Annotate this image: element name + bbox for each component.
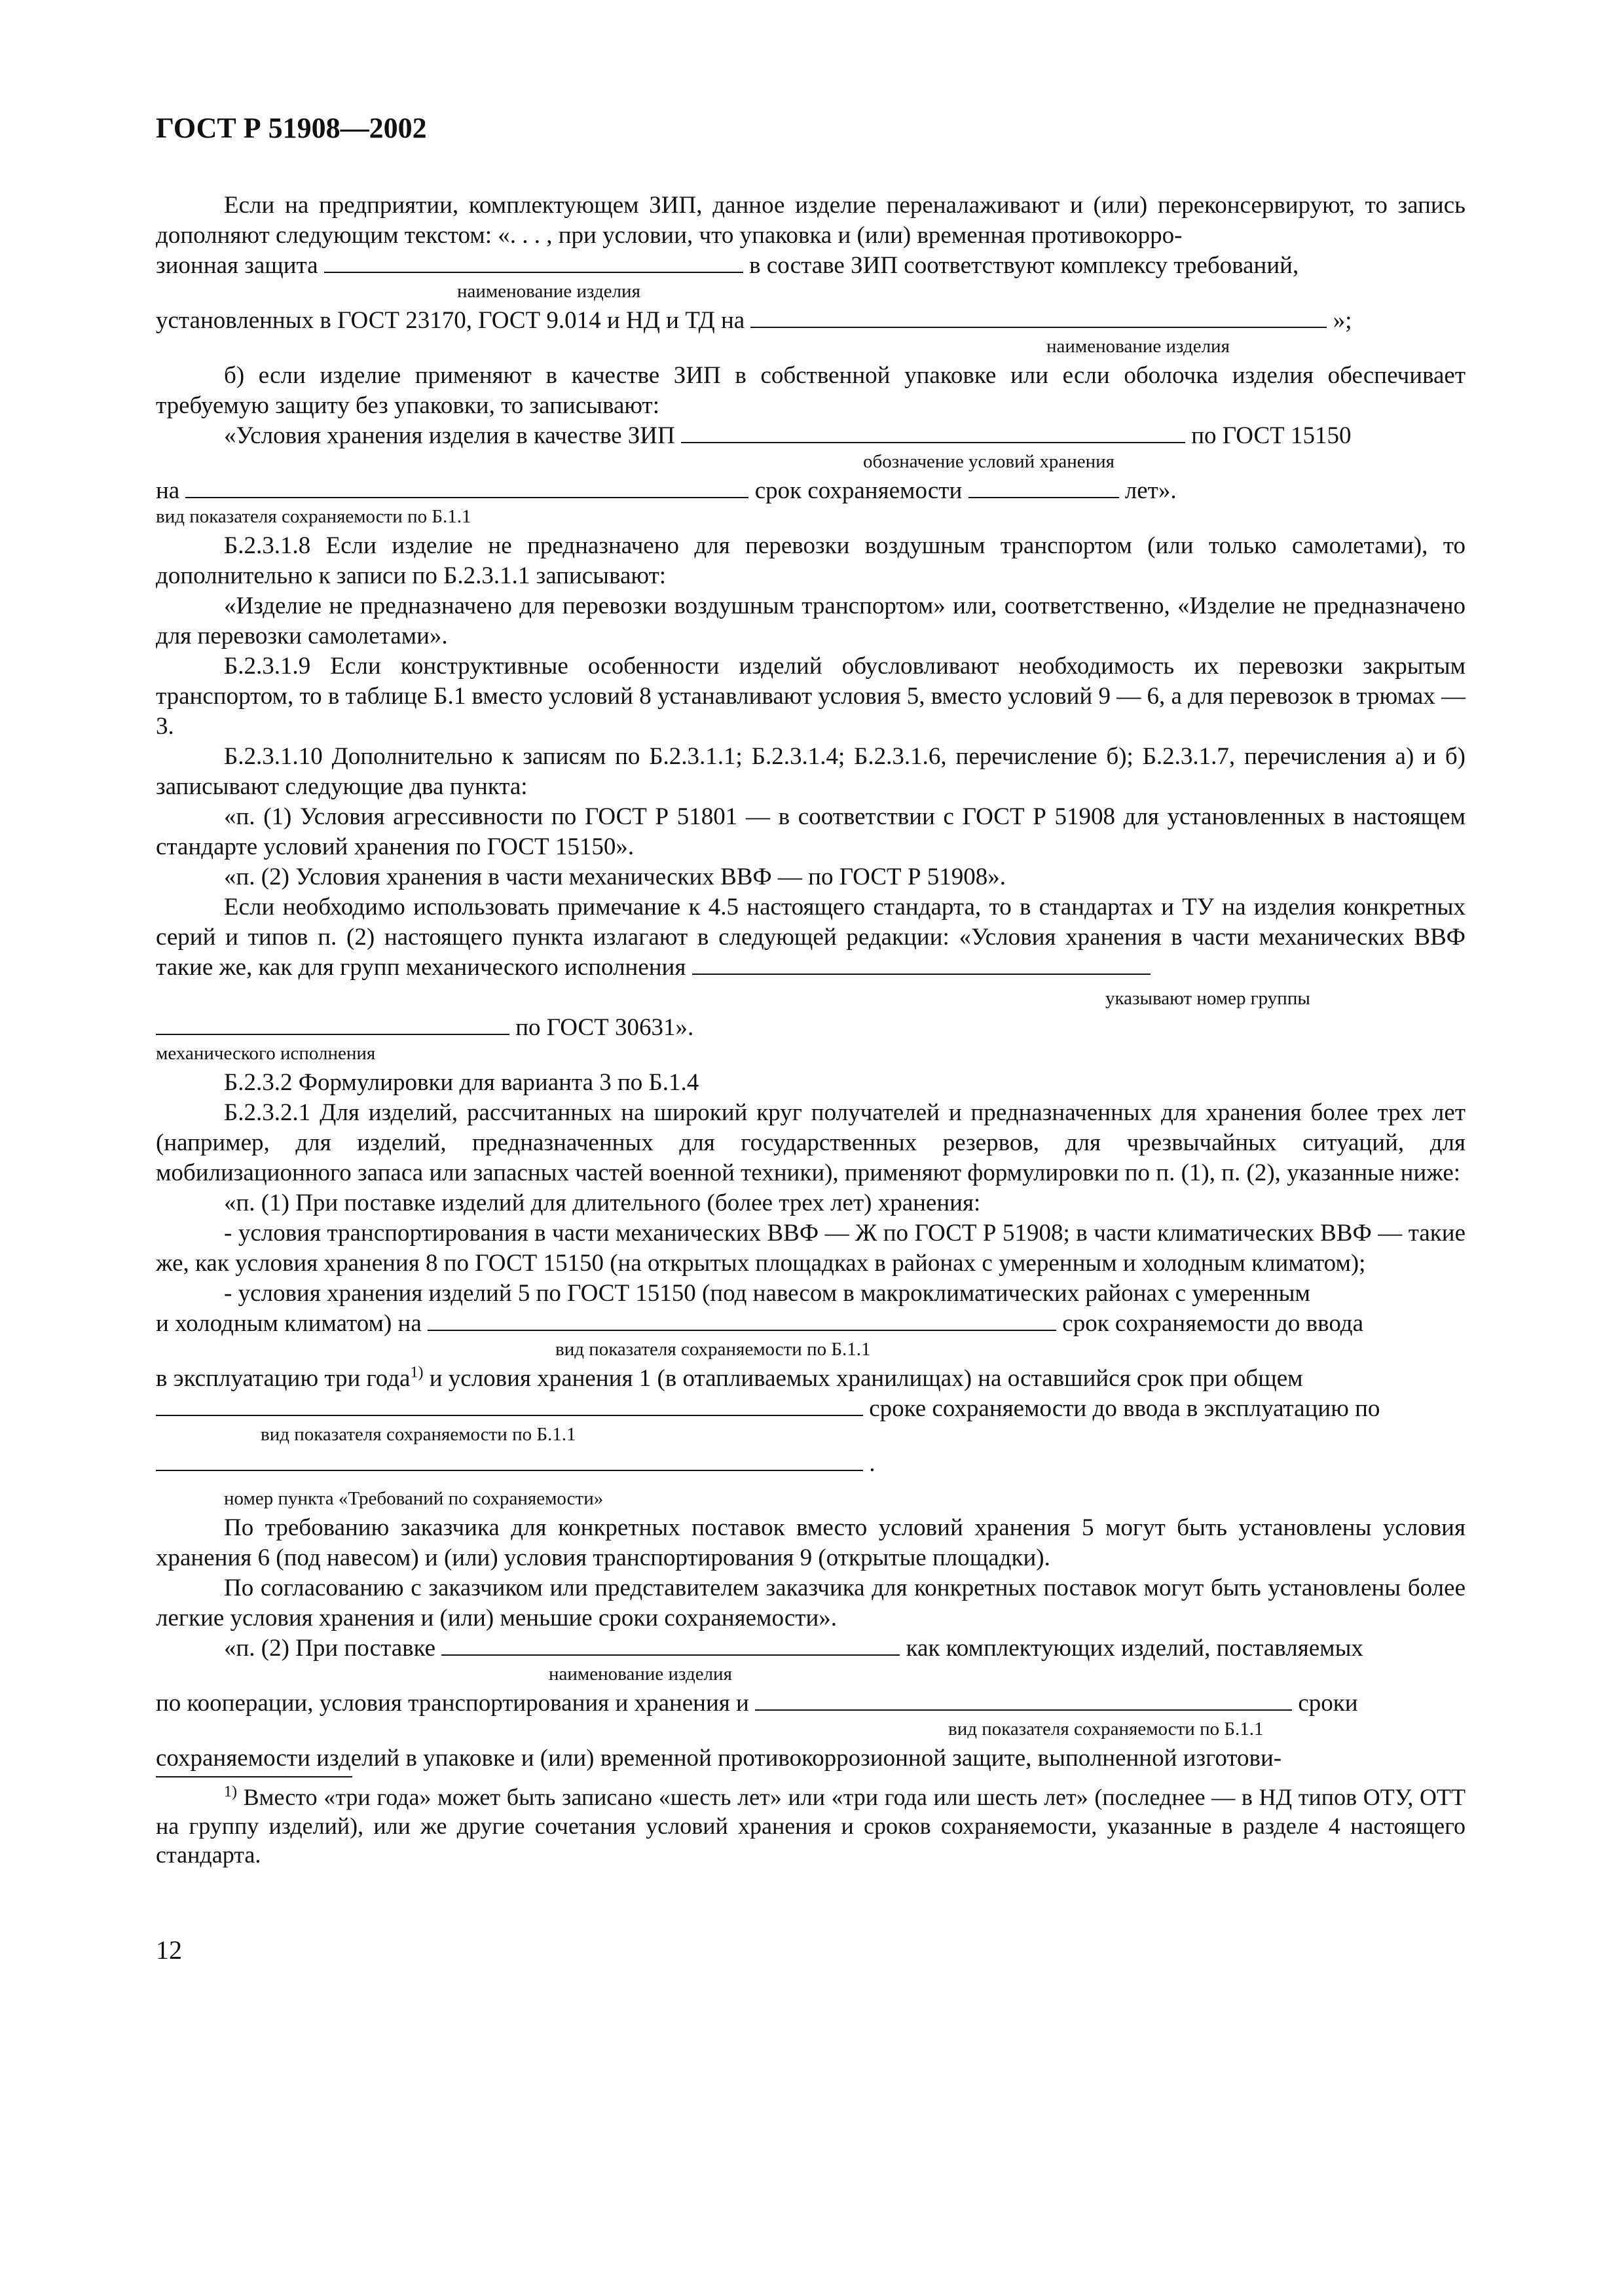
paragraph: По требованию заказчика для конкретных поставок вместо условий хранения 5 могут быть установлены условия хранения 6 (под навесом) и (или) условия транспортирования 9 (открытые площадки). [156, 1514, 1465, 1571]
blank-caption: наименование изделия [549, 1664, 732, 1685]
paragraph: Б.2.3.2 Формулировки для варианта 3 по Б.1.4 [224, 1069, 699, 1096]
blank-field [156, 1450, 863, 1471]
document-page [156, 111, 1465, 1965]
blank-caption: номер пункта «Требований по сохраняемости» [224, 1488, 604, 1509]
paragraph-with-blank: Если необходимо использовать примечание к 4.5 настоящего стандарта, то в стандартах и ТУ на изделия конкретных серий и типов п. (2) настоящего пункта излагают в следующей редакции: «Условия хранения в части механических ВВФ такие же, как для групп механического исполнения [156, 894, 1465, 981]
paragraph-with-blank: установленных в ГОСТ 23170, ГОСТ 9.014 и НД и ТД на »; [156, 307, 1352, 334]
paragraph-with-blank: по кооперации, условия транспортирования и хранения и сроки [156, 1690, 1358, 1717]
blank-field [692, 954, 1151, 975]
footnote-ref: 1) [410, 1364, 424, 1381]
paragraph: - условия хранения изделий 5 по ГОСТ 15150 (под навесом в макроклиматических районах с умеренным [224, 1280, 1310, 1307]
paragraph: Б.2.3.1.8 Если изделие не предназначено для перевозки воздушным транспортом (или только самолетами), то дополнительно к записи по Б.2.3.1.1 записывают: [156, 532, 1465, 589]
paragraph-with-blank: по ГОСТ 30631». [156, 1013, 1465, 1043]
paragraph: - условия транспортирования в части механических ВВФ — Ж по ГОСТ Р 51908; в части климатических ВВФ — такие же, как условия хранения 8 по ГОСТ 15150 (на открытых площадках в районах с умеренным и холодным климатом); [156, 1220, 1465, 1277]
blank-caption: вид показателя сохраняемости по Б.1.1 [555, 1339, 871, 1360]
paragraph: Если на предприятии, комплектующем ЗИП, данное изделие переналаживают и (или) переконсервируют, то запись дополняют следующим текстом: «. . . , при условии, что упаковка и (или) временная противокорро- [156, 192, 1465, 249]
blank-caption: вид показателя сохраняемости по Б.1.1 [261, 1424, 576, 1445]
page-number: 12 [156, 1935, 182, 1965]
paragraph: «п. (1) При поставке изделий для длительного (более трех лет) хранения: [224, 1190, 981, 1216]
blank-caption: наименование изделия [1046, 336, 1230, 357]
blank-field [681, 422, 1185, 443]
paragraph-with-blank: «п. (2) При поставке как комплектующих изделий, поставляемых [224, 1635, 1363, 1662]
paragraph-with-blank: . [156, 1449, 1465, 1479]
blank-field [968, 477, 1119, 498]
blank-field [185, 477, 748, 498]
paragraph: По согласованию с заказчиком или представителем заказчика для конкретных поставок могут быть установлены более легкие условия хранения и (или) меньшие сроки сохраняемости». [156, 1575, 1465, 1631]
blank-caption: вид показателя сохраняемости по Б.1.1 [156, 506, 471, 527]
paragraph-with-footnote: в эксплуатацию три года$^{1)}$ и условия хранения 1 (в отапливаемых хранилищах) на оставшийся срок при общем [156, 1364, 1303, 1392]
blank-field [755, 1690, 1292, 1711]
paragraph-with-blank: на срок сохраняемости лет». [156, 477, 1177, 504]
paragraph: Б.2.3.2.1 Для изделий, рассчитанных на широкий круг получателей и предназначенных для хранения более трех лет (например, для изделий, предназначенных для государственных резервов, для чрезвычайных ситуаций, для мобилизационного запаса или запасных частей военной техники), применяют формулировки по п. (1), п. (2), указанные ниже: [156, 1099, 1465, 1186]
paragraph: «п. (2) Условия хранения в части механических ВВФ — по ГОСТ Р 51908». [224, 864, 1006, 890]
blank-field [156, 1014, 509, 1035]
paragraph: Б.2.3.1.9 Если конструктивные особенности изделий обусловливают необходимость их перевозки закрытым транспортом, то в таблице Б.1 вместо условий 8 устанавливают условия 5, вместо условий 9 — 6, а для перевозок в трюмах — 3. [156, 653, 1466, 740]
footnote-separator [156, 1776, 352, 1777]
paragraph-with-blank: и холодным климатом) на срок сохраняемости до ввода [156, 1310, 1364, 1337]
paragraph: «п. (1) Условия агрессивности по ГОСТ Р 51801 — в соответствии с ГОСТ Р 51908 для установленных в настоящем стандарте условий хранения по ГОСТ 15150». [156, 803, 1465, 860]
blank-caption: обозначение условий хранения [863, 451, 1115, 472]
footnote-mark: 1) [224, 1783, 237, 1800]
paragraph: «Изделие не предназначено для перевозки воздушным транспортом» или, соответственно, «Изделие не предназначено для перевозки самолетами». [156, 592, 1465, 649]
blank-caption: указывают номер группы [1105, 988, 1310, 1009]
blank-caption: наименование изделия [457, 281, 640, 302]
paragraph-with-blank: зионная защита в составе ЗИП соответствуют комплексу требований, [156, 252, 1299, 279]
paragraph: сохраняемости изделий в упаковке и (или) временной противокоррозионной защите, выполненной изготови- [156, 1745, 1282, 1772]
paragraph-with-blank: сроке сохраняемости до ввода в эксплуатацию по [156, 1394, 1465, 1424]
blank-field [156, 1395, 863, 1416]
paragraph: б) если изделие применяют в качестве ЗИП в собственной упаковке или если оболочка изделия обеспечивает требуемую защиту без упаковки, то записывают: [156, 362, 1465, 419]
blank-caption: вид показателя сохраняемости по Б.1.1 [948, 1719, 1264, 1740]
paragraph: Б.2.3.1.10 Дополнительно к записям по Б.2.3.1.1; Б.2.3.1.4; Б.2.3.1.6, перечисление б); Б.2.3.1.7, перечисления а) и б) записывают следующие два пункта: [156, 743, 1465, 800]
blank-field [441, 1635, 900, 1656]
blank-field [750, 307, 1327, 328]
document-header: ГОСТ Р 51908—2002 [156, 112, 427, 144]
blank-field [428, 1310, 1056, 1331]
blank-field [324, 252, 743, 273]
blank-caption: механического исполнения [156, 1043, 376, 1064]
footnote: $^{1)}$ Вместо «три года» может быть записано «шесть лет» или «три года или шесть лет» (последнее — в НД типов ОТУ, ОТТ на группу изделий), или же другие сочетания условий хранения и сроков сохраняемости, указанные в разделе 4 настоящего стандарта. [156, 1783, 1465, 1868]
paragraph-with-blank: «Условия хранения изделия в качестве ЗИП по ГОСТ 15150 [224, 422, 1352, 449]
